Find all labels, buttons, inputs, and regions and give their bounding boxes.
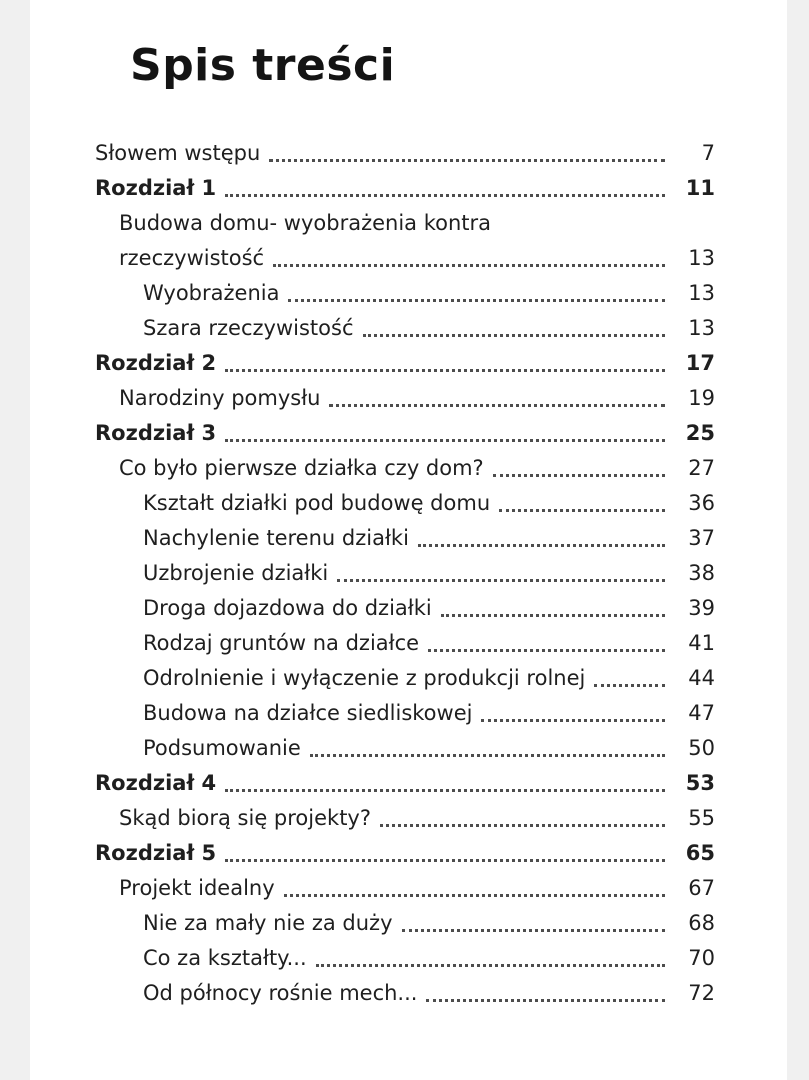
dotted-leader xyxy=(273,241,665,267)
toc-entry xyxy=(95,521,715,556)
dotted-leader xyxy=(594,661,665,687)
toc-entry-page: 41 xyxy=(688,631,715,655)
toc-entry-line xyxy=(95,381,715,416)
toc-entry-label: Co za kształty... xyxy=(143,946,307,970)
toc-entry xyxy=(95,871,715,906)
dotted-leader xyxy=(284,871,665,897)
toc-entry-page: 27 xyxy=(688,456,715,480)
toc-entry-line xyxy=(95,801,715,836)
toc-entry-line xyxy=(95,941,715,976)
toc-entry-line xyxy=(95,556,715,591)
toc-entry-page: 44 xyxy=(688,666,715,690)
dotted-leader xyxy=(481,696,665,722)
toc-entry-label: Szara rzeczywistość xyxy=(143,316,354,340)
toc-entry xyxy=(95,171,715,206)
toc-entry-line xyxy=(95,976,715,1011)
toc-entry xyxy=(95,941,715,976)
table-of-contents xyxy=(95,136,715,1011)
dotted-leader xyxy=(426,976,665,1002)
toc-entry-label: Co było pierwsze działka czy dom? xyxy=(119,456,484,480)
toc-entry-label: Rozdział 5 xyxy=(95,841,217,865)
toc-entry xyxy=(95,556,715,591)
dotted-leader xyxy=(225,766,665,792)
toc-entry xyxy=(95,486,715,521)
toc-entry-line xyxy=(95,276,715,311)
toc-entry-page: 13 xyxy=(688,316,715,340)
toc-entry-label: Projekt idealny xyxy=(119,876,275,900)
dotted-leader xyxy=(402,906,666,932)
toc-entry-line xyxy=(95,871,715,906)
toc-entry-label: Skąd biorą się projekty? xyxy=(119,806,371,830)
toc-entry-page: 38 xyxy=(688,561,715,585)
toc-entry-label: Rodzaj gruntów na działce xyxy=(143,631,420,655)
toc-entry-label: Wyobrażenia xyxy=(143,281,280,305)
toc-entry-line xyxy=(95,521,715,556)
toc-entry-page: 68 xyxy=(688,911,715,935)
dotted-leader xyxy=(363,311,666,337)
dotted-leader xyxy=(337,556,665,582)
toc-entry-label: Budowa domu- wyobrażenia kontra xyxy=(119,211,492,235)
dotted-leader xyxy=(493,451,665,477)
toc-entry-label: Droga dojazdowa do działki xyxy=(143,596,432,620)
toc-entry-label: Narodziny pomysłu xyxy=(119,386,321,410)
dotted-leader xyxy=(441,591,665,617)
toc-entry-page: 65 xyxy=(685,841,715,865)
dotted-leader xyxy=(269,136,665,162)
toc-entry-page: 36 xyxy=(688,491,715,515)
dotted-leader xyxy=(225,171,665,197)
toc-entry-page: 13 xyxy=(688,281,715,305)
toc-entry-page: 11 xyxy=(685,176,715,200)
dotted-leader xyxy=(418,521,665,547)
toc-entry xyxy=(95,416,715,451)
toc-entry-label: Rozdział 2 xyxy=(95,351,217,375)
toc-entry xyxy=(95,731,715,766)
toc-entry-page: 53 xyxy=(685,771,715,795)
toc-entry-line xyxy=(95,206,715,241)
toc-entry-page: 39 xyxy=(688,596,715,620)
toc-entry-label: Rozdział 4 xyxy=(95,771,217,795)
toc-entry-label: Nachylenie terenu działki xyxy=(143,526,409,550)
toc-entry-line xyxy=(95,661,715,696)
dotted-leader xyxy=(316,941,665,967)
toc-entry xyxy=(95,136,715,171)
page-title: Spis treści xyxy=(130,40,396,91)
toc-entry-page: 25 xyxy=(685,421,715,445)
toc-entry-label: Rozdział 3 xyxy=(95,421,217,445)
toc-entry-page: 50 xyxy=(688,736,715,760)
toc-entry xyxy=(95,311,715,346)
toc-entry xyxy=(95,381,715,416)
toc-entry-line xyxy=(95,416,715,451)
toc-entry xyxy=(95,276,715,311)
dotted-leader xyxy=(225,416,665,442)
dotted-leader xyxy=(380,801,665,827)
page-left-edge xyxy=(0,0,30,1080)
toc-entry-page: 17 xyxy=(685,351,715,375)
toc-entry-label: Kształt działki pod budowę domu xyxy=(143,491,491,515)
page-right-edge xyxy=(787,0,809,1080)
toc-entry xyxy=(95,766,715,801)
toc-entry-line xyxy=(95,836,715,871)
toc-entry-line xyxy=(95,696,715,731)
toc-entry xyxy=(95,206,715,276)
toc-entry-line xyxy=(95,486,715,521)
toc-entry-page: 72 xyxy=(688,981,715,1005)
toc-entry-page: 19 xyxy=(688,386,715,410)
toc-entry xyxy=(95,976,715,1011)
toc-entry-line xyxy=(95,171,715,206)
toc-entry-page: 67 xyxy=(688,876,715,900)
dotted-leader xyxy=(225,836,665,862)
toc-entry-line xyxy=(95,766,715,801)
dotted-leader xyxy=(310,731,665,757)
toc-entry-line xyxy=(95,346,715,381)
toc-entry xyxy=(95,591,715,626)
toc-entry-label: Rozdział 1 xyxy=(95,176,217,200)
toc-entry-label: Od północy rośnie mech... xyxy=(143,981,418,1005)
toc-entry-label: Podsumowanie xyxy=(143,736,301,760)
toc-entry-label: Budowa na działce siedliskowej xyxy=(143,701,473,725)
toc-entry-page: 37 xyxy=(688,526,715,550)
toc-entry-label: rzeczywistość xyxy=(119,246,265,270)
toc-entry-page: 70 xyxy=(688,946,715,970)
toc-entry-line xyxy=(95,311,715,346)
toc-entry-page: 7 xyxy=(701,141,715,165)
toc-entry-line xyxy=(95,241,715,276)
toc-entry-line xyxy=(95,591,715,626)
dotted-leader xyxy=(225,346,665,372)
toc-entry-line xyxy=(95,626,715,661)
toc-entry-line xyxy=(95,906,715,941)
dotted-leader xyxy=(329,381,665,407)
toc-entry xyxy=(95,696,715,731)
toc-entry-label: Nie za mały nie za duży xyxy=(143,911,393,935)
toc-entry xyxy=(95,906,715,941)
toc-entry xyxy=(95,661,715,696)
toc-entry-line xyxy=(95,451,715,486)
toc-entry-label: Uzbrojenie działki xyxy=(143,561,329,585)
toc-entry xyxy=(95,346,715,381)
toc-entry xyxy=(95,451,715,486)
toc-entry-label: Słowem wstępu xyxy=(95,141,261,165)
toc-entry-page: 55 xyxy=(688,806,715,830)
toc-entry-page: 47 xyxy=(688,701,715,725)
toc-entry-line xyxy=(95,136,715,171)
dotted-leader xyxy=(499,486,665,512)
dotted-leader xyxy=(428,626,665,652)
toc-entry-label: Odrolnienie i wyłączenie z produkcji rolnej xyxy=(143,666,586,690)
dotted-leader xyxy=(288,276,665,302)
toc-entry-page: 13 xyxy=(688,246,715,270)
toc-entry xyxy=(95,801,715,836)
toc-entry-line xyxy=(95,731,715,766)
toc-entry xyxy=(95,836,715,871)
toc-entry xyxy=(95,626,715,661)
